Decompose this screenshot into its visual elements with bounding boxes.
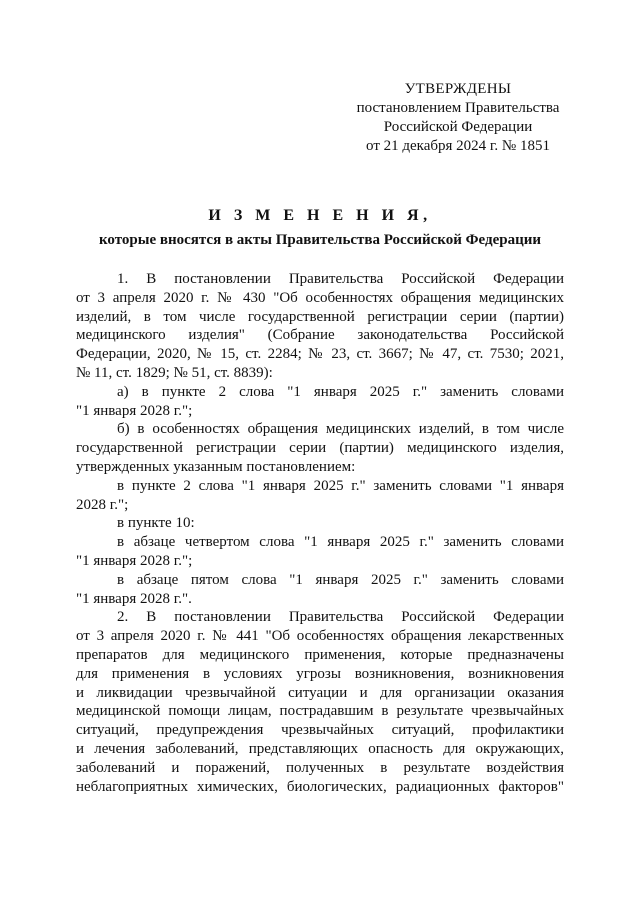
text-line: медицинской помощи лицам, пострадавшим в результате чрезвычайных bbox=[76, 703, 564, 720]
text-line: в пункте 2 слова "1 января 2025 г." заменить словами "1 января bbox=[117, 477, 564, 494]
text-line: 1. В постановлении Правительства Российской Федерации bbox=[117, 271, 564, 287]
text-line: и ликвидации чрезвычайной ситуации и для организации оказания bbox=[76, 684, 564, 701]
text-line: б) в особенностях обращения медицинских изделий, в том числе bbox=[117, 421, 564, 438]
text-line: препаратов для медицинского применения, которые предназначены bbox=[76, 646, 564, 663]
text-line: 2. В постановлении Правительства Российской Федерации bbox=[117, 609, 564, 626]
text-line: от 3 апреля 2020 г. № 430 "Об особенностях обращения медицинских bbox=[76, 289, 564, 306]
text-line: 2028 г."; bbox=[76, 496, 129, 513]
text-line: неблагоприятных химических, биологических, радиационных факторов" bbox=[76, 778, 564, 795]
approval-line-2: Российской Федерации bbox=[383, 119, 533, 135]
text-line: а) в пункте 2 слова "1 января 2025 г." заменить словами bbox=[117, 383, 564, 400]
approval-block bbox=[350, 80, 566, 156]
document-subtitle: которые вносятся в акты Правительства Российской Федерации bbox=[98, 232, 542, 248]
text-line: в абзаце пятом слова "1 января 2025 г." заменить словами bbox=[117, 571, 564, 588]
text-line: от 3 апреля 2020 г. № 441 "Об особенностях обращения лекарственных bbox=[76, 628, 564, 645]
text-line: "1 января 2028 г.". bbox=[76, 590, 192, 607]
text-line: и лечения заболеваний, представляющих опасность для окружающих, bbox=[76, 740, 564, 757]
text-line: медицинского изделия" (Собрание законодательства Российской bbox=[76, 327, 564, 344]
text-line: изделий, в том числе государственной регистрации серии (партии) bbox=[76, 308, 564, 325]
document-body bbox=[76, 270, 564, 796]
text-line: в пункте 10: bbox=[117, 515, 195, 532]
text-line: ситуаций, предупреждения чрезвычайных ситуаций, профилактики bbox=[76, 722, 564, 739]
text-line: № 11, ст. 1829; № 51, ст. 8839): bbox=[76, 364, 273, 381]
text-line: заболеваний и поражений, полученных в результате воздействия bbox=[76, 759, 564, 776]
text-line: в абзаце четвертом слова "1 января 2025 г." заменить словами bbox=[117, 534, 564, 551]
document-title: И З М Е Н Е Н И Я, bbox=[208, 207, 432, 224]
text-line: "1 января 2028 г."; bbox=[76, 402, 193, 419]
approval-line-3: от 21 декабря 2024 г. № 1851 bbox=[366, 138, 550, 154]
text-line: "1 января 2028 г."; bbox=[76, 552, 193, 569]
text-line: государственной регистрации серии (партии) медицинского изделия, bbox=[76, 440, 564, 457]
approval-line-1: постановлением Правительства bbox=[356, 100, 560, 116]
text-line: для применения в условиях угрозы возникновения, возникновения bbox=[76, 665, 564, 682]
approval-heading: УТВЕРЖДЕНЫ bbox=[404, 81, 512, 97]
text-line: утвержденных указанным постановлением: bbox=[76, 458, 356, 475]
text-line: Федерации, 2020, № 15, ст. 2284; № 23, ст. 3667; № 47, ст. 7530; 2021, bbox=[76, 346, 564, 363]
